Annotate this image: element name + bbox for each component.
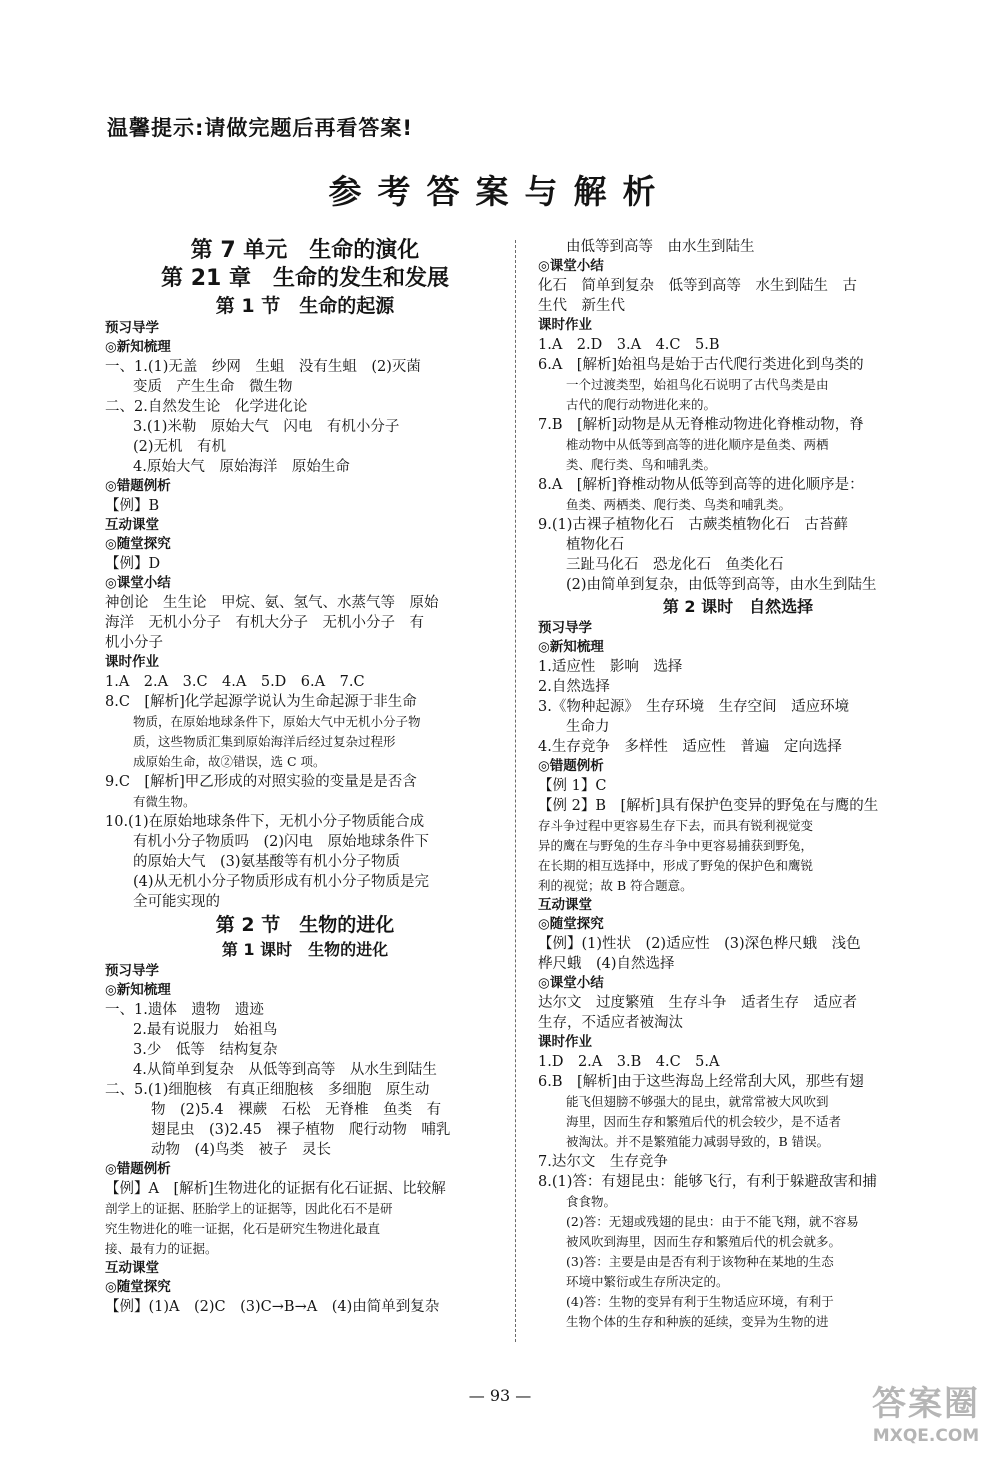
answer-line: 4.生存竞争 多样性 适应性 普遍 定向选择 bbox=[538, 739, 842, 755]
answer-line: 8.(1)答：有翅昆虫：能够飞行，有利于躲避敌害和捕 bbox=[538, 1174, 877, 1190]
answer-line: 成原始生命，故②错误，选 C 项。 bbox=[133, 754, 326, 769]
section-label: ◎错题例析 bbox=[105, 1161, 171, 1177]
answer-line: 7.达尔文 生存竞争 bbox=[538, 1154, 668, 1170]
section-label: 互动课堂 bbox=[105, 1260, 159, 1276]
answer-line: 【例】B bbox=[105, 498, 160, 514]
section-label: ◎课堂小结 bbox=[105, 575, 171, 591]
answer-line: (4)从无机小分子物质形成有机小分子物质是完 bbox=[133, 874, 430, 890]
answer-line: 变质 产生生命 微生物 bbox=[133, 379, 293, 395]
answer-line: 质，这些物质汇集到原始海洋后经过复杂过程形 bbox=[133, 734, 396, 749]
page-number: — 93 — bbox=[468, 1386, 532, 1405]
page-title: 参考答案与解析 bbox=[328, 172, 672, 211]
answer-line: 动物 (4)鸟类 被子 灵长 bbox=[151, 1142, 332, 1158]
answer-line: 环境中繁衍或生存所决定的。 bbox=[566, 1274, 729, 1289]
answer-line: 椎动物中从低等到高等的进化顺序是鱼类、两栖 bbox=[566, 437, 829, 452]
answer-line: 三趾马化石 恐龙化石 鱼类化石 bbox=[566, 557, 784, 573]
answer-line: 1.D 2.A 3.B 4.C 5.A bbox=[538, 1054, 720, 1070]
answer-line: 3.(1)米勒 原始大气 闪电 有机小分子 bbox=[133, 419, 400, 435]
answer-line: 被风吹到海里，因而生存和繁殖后代的机会就多。 bbox=[566, 1234, 842, 1249]
answer-line: 存斗争过程中更容易生存下去，而具有锐利视觉变 bbox=[538, 818, 814, 833]
answer-line: (2)由简单到复杂，由低等到高等，由水生到陆生 bbox=[566, 577, 877, 593]
answer-line: 【例】(1)性状 (2)适应性 (3)深色桦尺蛾 浅色 bbox=[538, 936, 861, 952]
answer-line: 翅昆虫 (3)2.45 裸子植物 爬行动物 哺乳 bbox=[151, 1122, 451, 1138]
watermark-logo-text: 答案圈 bbox=[872, 1384, 980, 1424]
answer-line: 9.C [解析]甲乙形成的对照实验的变量是是否含 bbox=[105, 774, 417, 790]
section-label: ◎新知梳理 bbox=[105, 339, 171, 355]
answer-line: 4.原始大气 原始海洋 原始生命 bbox=[133, 459, 350, 475]
section-label: 预习导学 bbox=[538, 620, 592, 636]
answer-line: 生命力 bbox=[566, 719, 610, 735]
answer-line: 能飞但翅膀不够强大的昆虫，就常常被大风吹到 bbox=[566, 1094, 829, 1109]
chapter-heading: 第 7 单元 生命的演化 bbox=[190, 238, 420, 263]
answer-line: (3)答：主要是由是否有利于该物种在某地的生态 bbox=[566, 1254, 834, 1269]
answer-line: 的原始大气 (3)氨基酸等有机小分子物质 bbox=[133, 854, 401, 870]
answer-line: 8.A [解析]脊椎动物从低等到高等的进化顺序是： bbox=[538, 477, 864, 493]
answer-line: 【例 2】B [解析]具有保护色变异的野兔在与鹰的生 bbox=[538, 798, 879, 814]
answer-line: 异的鹰在与野兔的生存斗争中更容易捕获到野兔， bbox=[538, 838, 814, 853]
section-label: 课时作业 bbox=[538, 1034, 592, 1050]
lesson-heading: 第 1 课时 生物的进化 bbox=[221, 940, 389, 959]
section-label: ◎新知梳理 bbox=[105, 982, 171, 998]
answer-line: 1.适应性 影响 选择 bbox=[538, 659, 683, 675]
answer-line: 一、1.(1)无盖 纱网 生蛆 没有生蛆 (2)灭菌 bbox=[105, 359, 421, 375]
column-divider bbox=[515, 240, 516, 1342]
answer-line: 海里，因而生存和繁殖后代的机会较少，是不适者 bbox=[566, 1114, 842, 1129]
section-label: ◎错题例析 bbox=[105, 478, 171, 494]
answer-line: 接、最有力的证据。 bbox=[105, 1241, 218, 1256]
answer-line: 生代 新生代 bbox=[538, 298, 625, 314]
answer-line: 有微生物。 bbox=[133, 794, 196, 809]
answer-line: 8.C [解析]化学起源学说认为生命起源于非生命 bbox=[105, 694, 417, 710]
section-heading: 第 2 节 生物的进化 bbox=[215, 914, 395, 936]
answer-line: 【例 1】C bbox=[538, 778, 607, 794]
answer-line: 【例】D bbox=[105, 556, 161, 572]
answer-line: 二、2.自然发生论 化学进化论 bbox=[105, 399, 308, 415]
section-label: ◎新知梳理 bbox=[538, 639, 604, 655]
answer-line: 二、5.(1)细胞核 有真正细胞核 多细胞 原生动 bbox=[105, 1082, 430, 1098]
answer-line: 生物个体的生存和种族的延续，变异为生物的进 bbox=[566, 1314, 829, 1329]
answer-line: 6.B [解析]由于这些海岛上经常刮大风，那些有翅 bbox=[538, 1074, 864, 1090]
answer-line: 3.《物种起源》 生存环境 生存空间 适应环境 bbox=[538, 699, 850, 715]
answer-line: 类、爬行类、鸟和哺乳类。 bbox=[566, 457, 717, 472]
section-label: 互动课堂 bbox=[105, 517, 159, 533]
section-label: ◎课堂小结 bbox=[538, 258, 604, 274]
answer-line: 海洋 无机小分子 有机大分子 无机小分子 有 bbox=[105, 615, 424, 631]
answer-line: 4.从简单到复杂 从低等到高等 从水生到陆生 bbox=[133, 1062, 437, 1078]
right-column bbox=[538, 237, 938, 1332]
answer-line: 一、1.遗体 遗物 遗迹 bbox=[105, 1002, 264, 1018]
section-label: 预习导学 bbox=[105, 320, 159, 336]
answer-line: 究生物进化的唯一证据，化石是研究生物进化最直 bbox=[105, 1221, 381, 1236]
answer-line: 全可能实现的 bbox=[133, 894, 220, 910]
section-label: 互动课堂 bbox=[538, 897, 592, 913]
section-label: 课时作业 bbox=[538, 317, 592, 333]
answer-line: 有机小分子物质吗 (2)闪电 原始地球条件下 bbox=[133, 834, 430, 850]
answer-line: 达尔文 过度繁殖 生存斗争 适者生存 适应者 bbox=[538, 995, 857, 1011]
answer-line: 被淘汰。并不是繁殖能力减弱导致的，B 错误。 bbox=[566, 1134, 830, 1149]
answer-line: 由低等到高等 由水生到陆生 bbox=[566, 239, 755, 255]
answer-line: 古代的爬行动物进化来的。 bbox=[566, 397, 717, 412]
section-label: ◎错题例析 bbox=[538, 758, 604, 774]
left-column bbox=[105, 237, 505, 1317]
answer-line: (2)无机 有机 bbox=[133, 439, 227, 455]
answer-line: 化石 简单到复杂 低等到高等 水生到陆生 古 bbox=[538, 278, 857, 294]
section-label: 课时作业 bbox=[105, 654, 159, 670]
section-label: ◎课堂小结 bbox=[538, 975, 604, 991]
answer-line: 【例】A [解析]生物进化的证据有化石证据、比较解 bbox=[105, 1181, 446, 1197]
chapter-heading: 第 21 章 生命的发生和发展 bbox=[161, 266, 449, 291]
answer-line: 在长期的相互选择中，形成了野兔的保护色和鹰锐 bbox=[538, 858, 814, 873]
answer-line: 6.A [解析]始祖鸟是始于古代爬行类进化到鸟类的 bbox=[538, 357, 864, 373]
answer-line: (2)答：无翅或残翅的昆虫：由于不能飞翔，就不容易 bbox=[566, 1214, 859, 1229]
watermark-logo bbox=[862, 1382, 990, 1446]
answer-line: 机小分子 bbox=[105, 635, 163, 651]
answer-line: 9.(1)古裸子植物化石 古蕨类植物化石 古苔藓 bbox=[538, 517, 848, 533]
answer-line: 鱼类、两栖类、爬行类、鸟类和哺乳类。 bbox=[566, 497, 792, 512]
answer-line: 食食物。 bbox=[566, 1194, 617, 1209]
answer-line: 物 (2)5.4 裸蕨 石松 无脊椎 鱼类 有 bbox=[151, 1102, 442, 1118]
answer-line: 1.A 2.D 3.A 4.C 5.B bbox=[538, 337, 720, 353]
answer-line: 2.最有说服力 始祖鸟 bbox=[133, 1022, 278, 1038]
section-label: ◎随堂探究 bbox=[105, 1279, 171, 1295]
answer-line: 利的视觉；故 B 符合题意。 bbox=[538, 878, 693, 893]
answer-line: 3.少 低等 结构复杂 bbox=[133, 1042, 278, 1058]
section-heading: 第 1 节 生命的起源 bbox=[215, 295, 395, 317]
answer-line: 物质，在原始地球条件下，原始大气中无机小分子物 bbox=[133, 714, 421, 729]
section-label: ◎随堂探究 bbox=[105, 536, 171, 552]
answer-line: 桦尺蛾 (4)自然选择 bbox=[538, 956, 675, 972]
answer-line: 2.自然选择 bbox=[538, 679, 610, 695]
answer-line: 生存，不适应者被淘汰 bbox=[538, 1015, 683, 1031]
section-label: 预习导学 bbox=[105, 963, 159, 979]
warm-tip: 温馨提示:请做完题后再看答案! bbox=[107, 116, 413, 140]
lesson-heading: 第 2 课时 自然选择 bbox=[662, 597, 814, 616]
section-label: ◎随堂探究 bbox=[538, 916, 604, 932]
answer-line: 10.(1)在原始地球条件下，无机小分子物质能合成 bbox=[105, 814, 425, 830]
answer-line: 1.A 2.A 3.C 4.A 5.D 6.A 7.C bbox=[105, 674, 365, 690]
answer-line: 剖学上的证据、胚胎学上的证据等，因此化石不是研 bbox=[105, 1201, 393, 1216]
watermark-url: MXQE.COM bbox=[872, 1426, 980, 1446]
answer-line: (4)答：生物的变异有利于生物适应环境，有利于 bbox=[566, 1294, 834, 1309]
answer-line: 7.B [解析]动物是从无脊椎动物进化脊椎动物，脊 bbox=[538, 417, 864, 433]
answer-line: 【例】(1)A (2)C (3)C→B→A (4)由简单到复杂 bbox=[105, 1299, 440, 1315]
answer-line: 神创论 生生论 甲烷、氨、氢气、水蒸气等 原始 bbox=[105, 595, 439, 611]
answer-line: 植物化石 bbox=[566, 537, 624, 553]
answer-line: 一个过渡类型，始祖鸟化石说明了古代鸟类是由 bbox=[566, 377, 829, 392]
